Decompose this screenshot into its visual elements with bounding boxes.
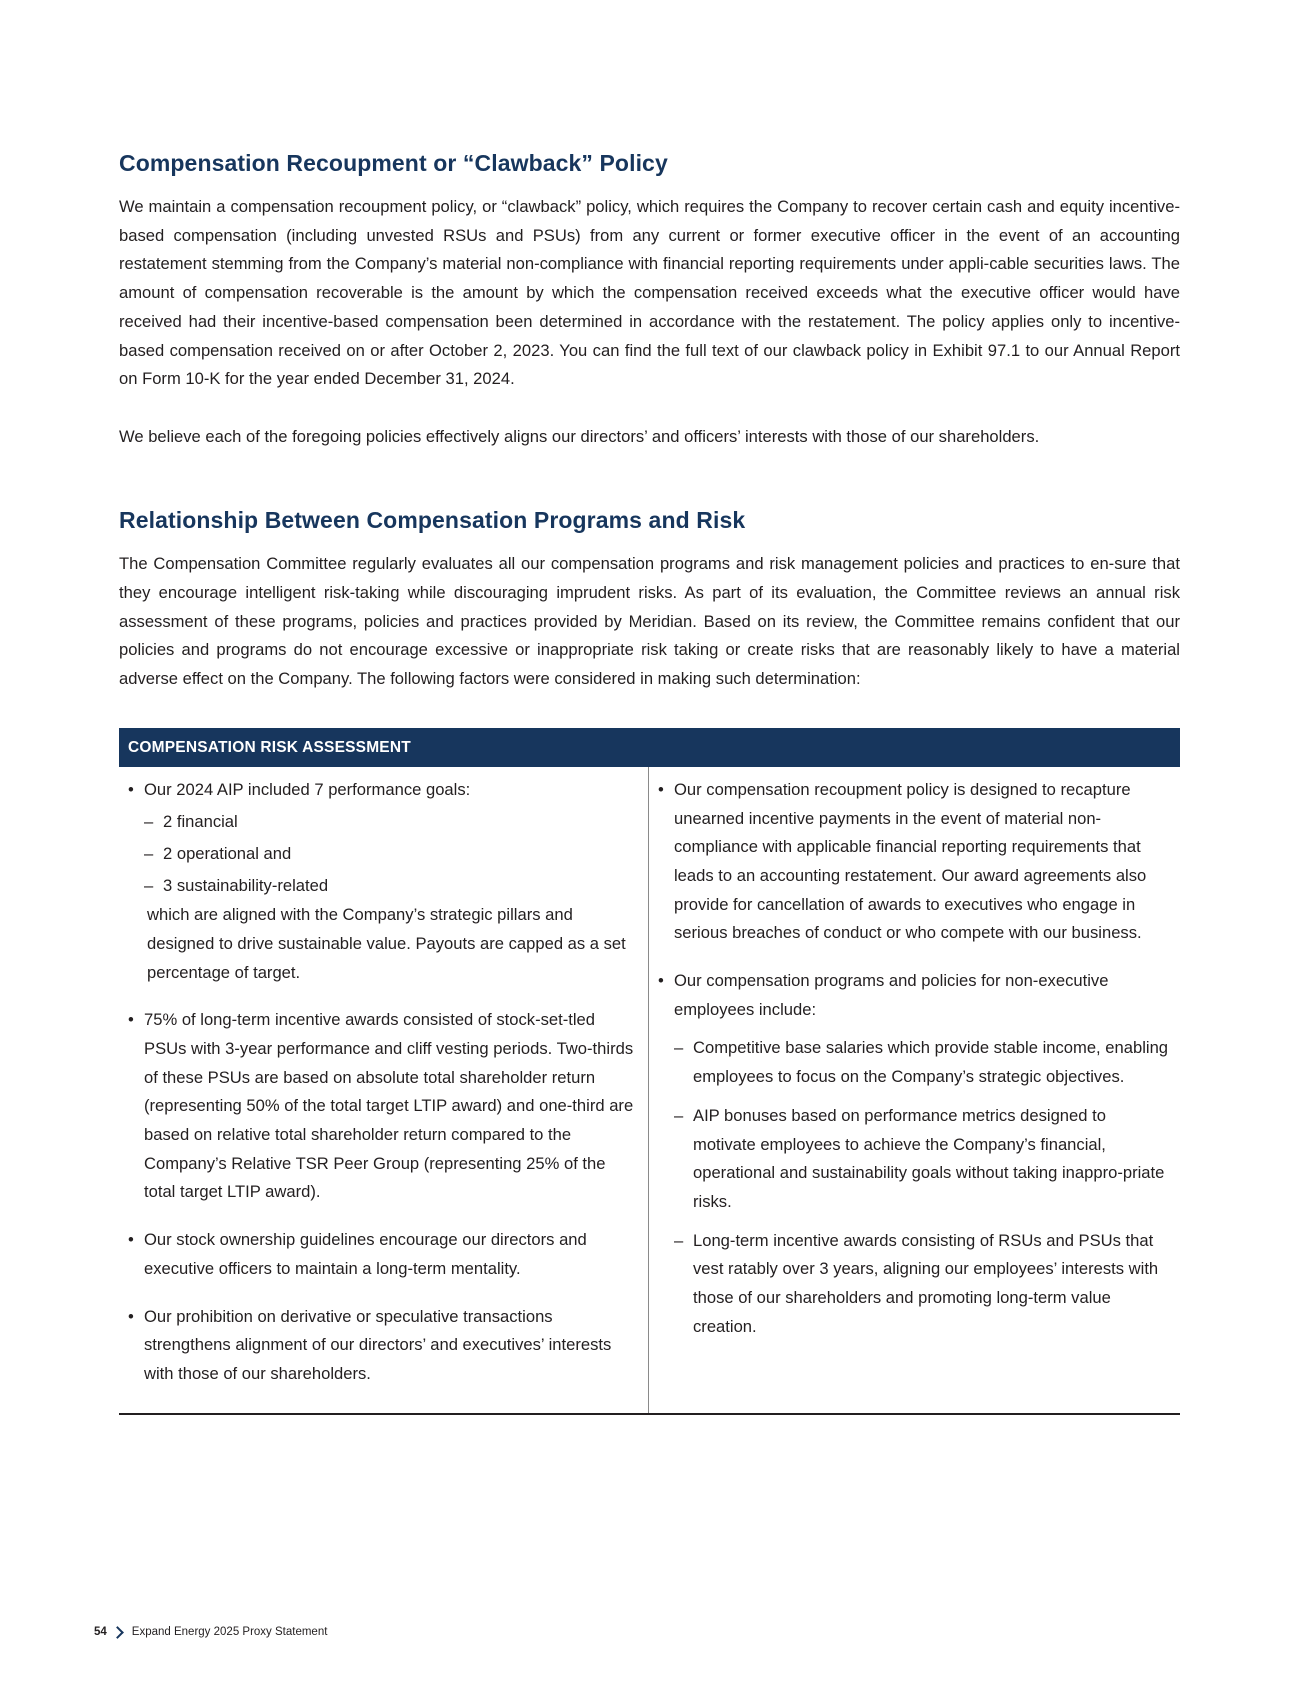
page-number: 54: [94, 1626, 107, 1638]
aip-follow-text: which are aligned with the Company’s strategic pillars and designed to drive sustainable value. Payouts are capped as a set percentage of target.: [147, 905, 626, 982]
program-item: – Competitive base salaries which provide stable income, enabling employees to focus on the Company’s strategic objectives.: [674, 1034, 1172, 1091]
document-title: Expand Energy 2025 Proxy Statement: [131, 1626, 328, 1638]
risk-heading: Relationship Between Compensation Programs and Risk: [119, 507, 746, 534]
ltip-bullet: • 75% of long-term incentive awards consisted of stock-set-tled PSUs with 3-year performance and cliff vesting periods. Two-thirds of these PSUs are based on absolute total shareholder return (representing 50% of the total target LTIP award) and one-third are based on relative total shareholder return compared to the Company’s Relative TSR Peer Group (representing 25% of the total target LTIP award).: [128, 1006, 638, 1207]
risk-assessment-table: [119, 728, 1180, 1415]
aip-bullet: [128, 776, 638, 987]
programs-intro: • Our compensation programs and policies for non-executive employees include:: [674, 971, 1109, 1019]
ownership-bullet: • Our stock ownership guidelines encourage our directors and executive officers to maintain a long-term mentality.: [128, 1226, 638, 1283]
clawback-heading: Compensation Recoupment or “Clawback” Policy: [119, 150, 668, 176]
risk-assessment-title: COMPENSATION RISK ASSESSMENT: [119, 728, 1180, 767]
aip-goal-item: – 2 operational and: [144, 840, 638, 869]
program-item: – AIP bonuses based on performance metrics designed to motivate employees to achieve the Company’s financial, operational and sustainability goals without taking inappro-priate risks.: [674, 1102, 1172, 1217]
aip-goal-item: – 3 sustainability-related: [144, 872, 638, 901]
page-content: [119, 150, 1180, 1415]
page-footer: [94, 1626, 327, 1638]
program-item: – Long-term incentive awards consisting of RSUs and PSUs that vest ratably over 3 years, aligning our employees’ interests with those of our shareholders and promoting long-term value creation.: [674, 1227, 1172, 1342]
chevron-right-icon: [111, 1626, 124, 1639]
recoupment-bullet: • Our compensation recoupment policy is designed to recapture unearned incentive payments in the event of material non-compliance with applicable financial reporting requirements that leads to an accounting restatement. Our award agreements also provide for cancellation of awards to executives who engage in serious breaches of conduct or who compete with our business.: [658, 776, 1172, 948]
prohibition-bullet: • Our prohibition on derivative or speculative transactions strengthens alignment of our directors’ and executives’ interests with those of our shareholders.: [128, 1303, 638, 1389]
clawback-paragraph: We maintain a compensation recoupment policy, or “clawback” policy, which requires the Company to recover certain cash and equity incentive-based compensation (including unvested RSUs and PSUs) from any current or former executive officer in the event of an accounting restatement stemming from the Company’s material non-compliance with financial reporting requirements under appli-cable securities laws. The amount of compensation recoverable is the amount by which the compensation received exceeds what the executive officer would have received had their incentive-based compensation been determined in accordance with the restatement. The policy applies only to incentive-based compensation received on or after October 2, 2023. You can find the full text of our clawback policy in Exhibit 97.1 to our Annual Report on Form 10-K for the year ended December 31, 2024.: [119, 197, 1180, 389]
left-column: [119, 767, 649, 1413]
programs-bullet: [658, 967, 1172, 1341]
risk-paragraph: The Compensation Committee regularly evaluates all our compensation programs and risk management policies and practices to en-sure that they encourage intelligent risk-taking while discouraging imprudent risks. As part of its evaluation, the Committee reviews an annual risk assessment of these programs, policies and practices provided by Meridian. Based on its review, the Committee remains confident that our policies and programs do not encourage excessive or inappropriate risk taking or create risks that are reasonably likely to have a material adverse effect on the Company. The following factors were considered in making such determination:: [119, 554, 1180, 689]
belief-paragraph: We believe each of the foregoing policies effectively aligns our directors’ and officers’ interests with those of our shareholders.: [119, 426, 1040, 446]
aip-goal-item: – 2 financial: [144, 808, 638, 837]
aip-intro: • Our 2024 AIP included 7 performance goals:: [144, 779, 471, 799]
right-column: [649, 767, 1180, 1413]
